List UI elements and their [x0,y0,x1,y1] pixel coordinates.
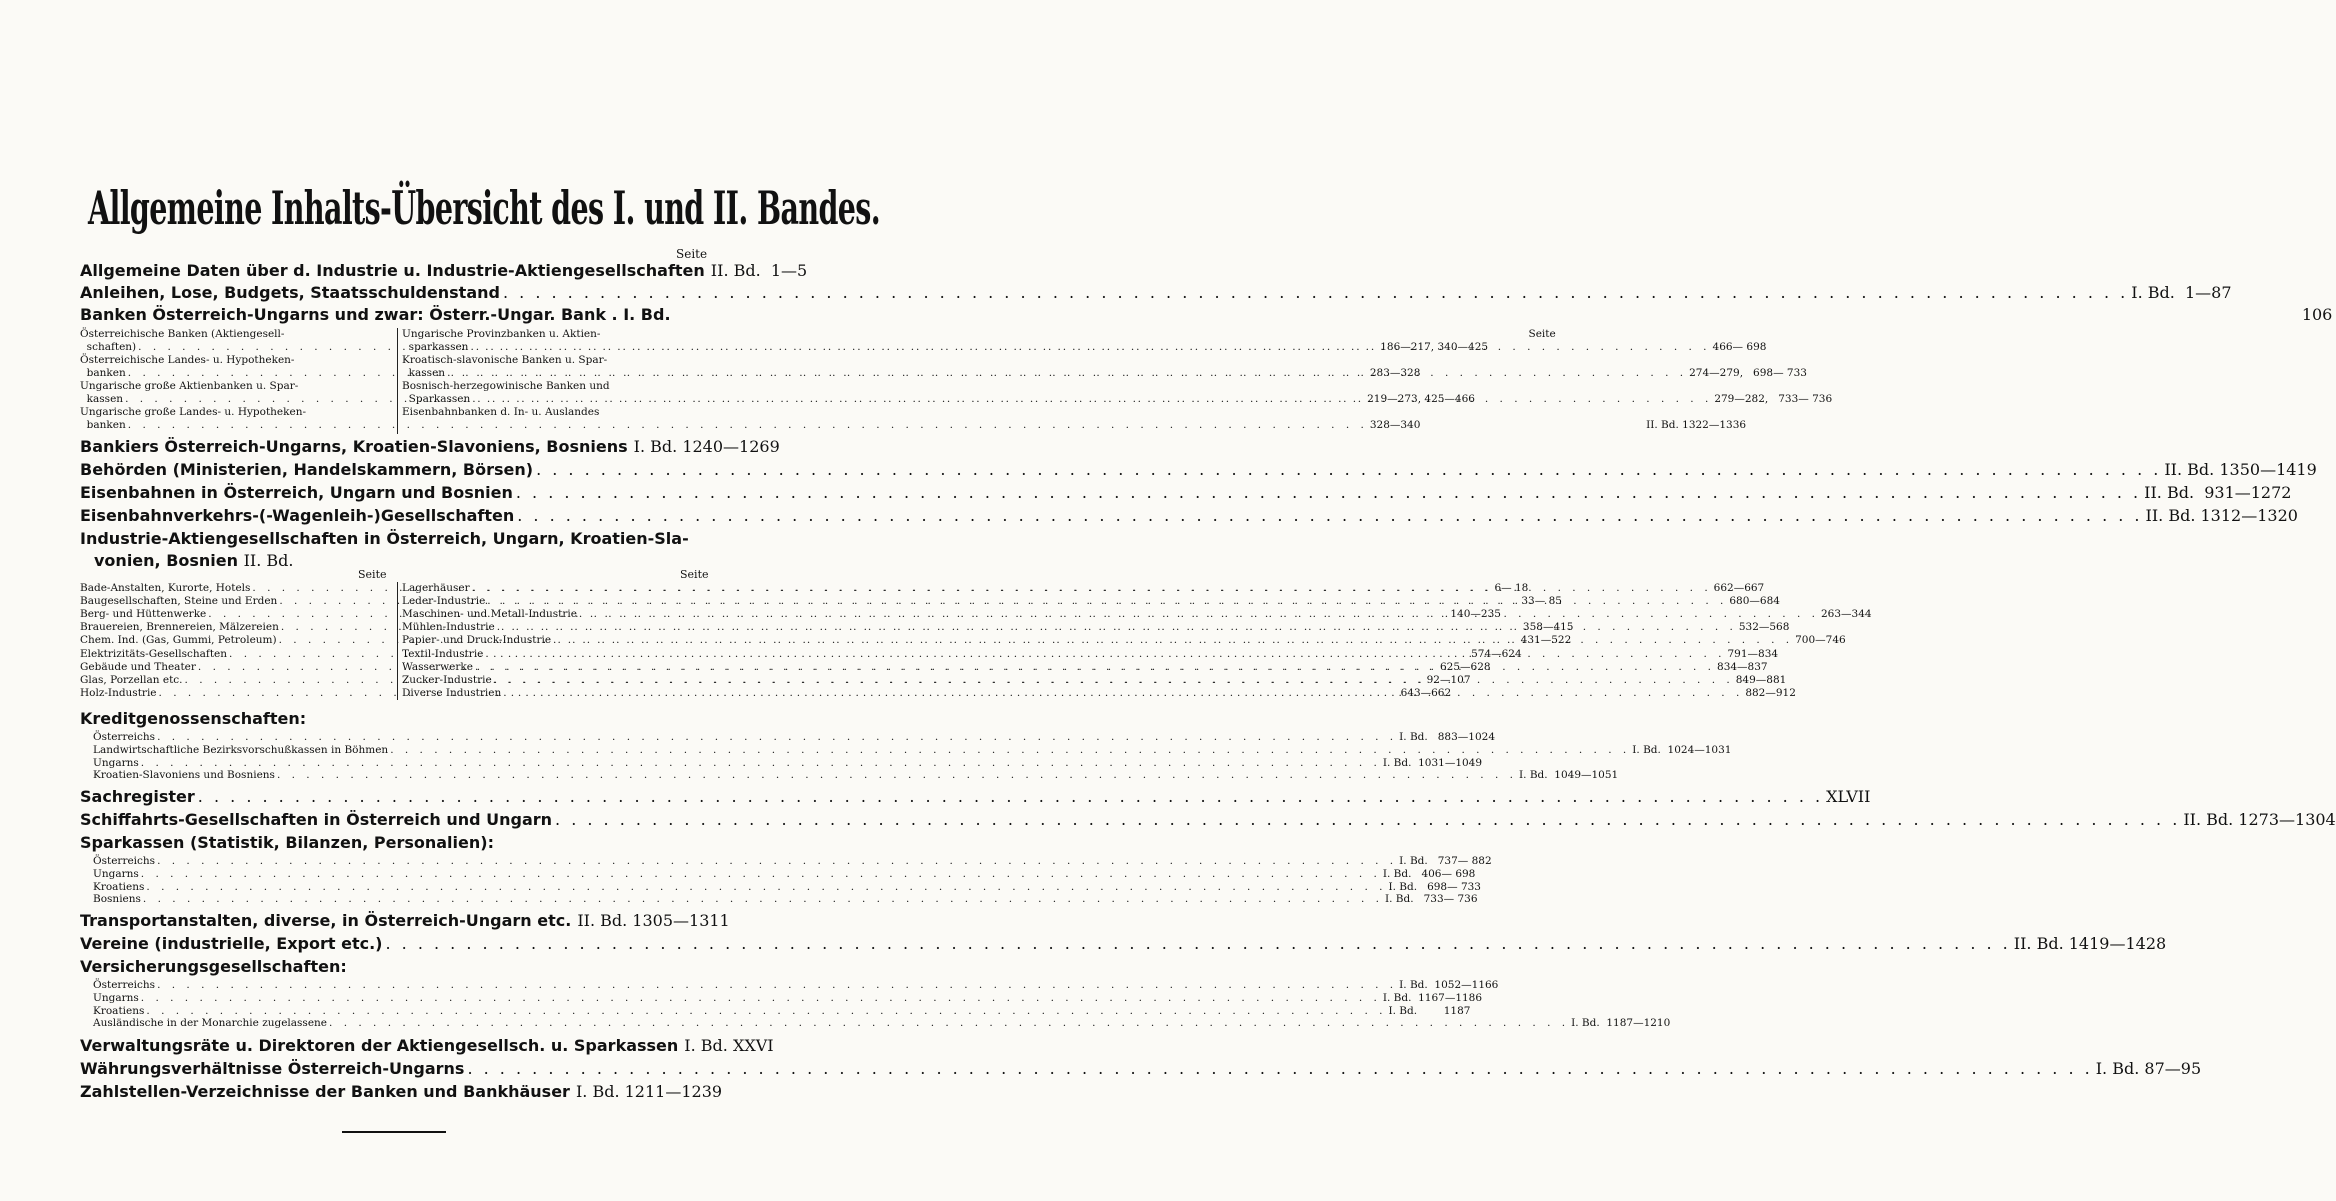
sub-entry-ref: 283—328 [1369,367,1421,379]
leader-dots [516,483,2141,503]
index-entry [80,1036,774,1056]
sub-entry-ref: 263—344 [1820,608,1872,621]
entry-label: Verwaltungsräte u. Direktoren der Aktiengesellsch. u. Sparkassen [80,1036,679,1055]
index-entry [80,1059,2202,1079]
leader-dots [472,393,1712,406]
industrie-heading-line2 [94,551,294,571]
sub-entry [93,743,1732,757]
entry-label: Anleihen, Lose, Budgets, Staatsschuldenstand [80,283,500,302]
seite-header: Seite [676,247,708,261]
sub-entry-ref: I. Bd. 1187—1210 [1571,1017,1671,1030]
entry-ref: I. Bd. 1—87 [2131,283,2232,302]
entry-label: Eisenbahnverkehrs-(-Wagenleih-)Gesellschaften [80,506,515,525]
entry-label: Transportanstalten, diverse, in Österreich-Ungarn etc. [80,911,572,930]
sub-entry-label: Chem. Ind. (Gas, Gummi, Petroleum) [80,634,277,647]
sub-entry-label: Ungarische große Landes- u. Hypotheken- [80,406,307,418]
sub-entry-ref: 140—235 [1450,608,1501,621]
leader-dots [141,868,1381,881]
entry-label: Vereine (industrielle, Export etc.) [80,934,383,953]
sub-entry-label: Österreichische Landes- u. Hypotheken- [80,354,295,366]
spark-heading: Sparkassen (Statistik, Bilanzen, Personalien): [80,833,494,852]
entry-ref: I. Bd. XXVI [684,1036,774,1055]
entry-ref: II. Bd. 1305—1311 [577,911,730,930]
index-entry [80,483,2292,503]
column-divider [397,582,398,700]
leader-dots [467,1059,2092,1079]
leader-dots [141,992,1381,1005]
leader-dots [555,810,2180,830]
sub-entry-ref: 643—662 [1400,686,1452,699]
leader-dots [390,744,1630,757]
leader-dots [497,621,1737,634]
sub-entry-label: Zucker-Industrie [402,673,492,686]
closing-rule [342,1131,446,1133]
sub-entry-ref: I. Bd. 406— 698 [1382,867,1476,880]
index-entry [80,460,2317,480]
sub-entry [93,756,1483,770]
sub-entry-ref: 574—624 [1471,647,1522,660]
sub-entry-label: Lagerhäuser [402,582,470,594]
sub-entry-label: Glas, Porzellan etc. [80,673,183,686]
sub-entry-label: Textil-Industrie [402,647,484,660]
leader-dots [536,460,2161,480]
leader-dots [470,341,1710,354]
sub-entry [402,406,714,419]
sub-entry-label: Ungarns [93,991,139,1004]
sub-entry-ref: Seite [1528,328,1556,340]
leader-dots [475,661,1715,674]
sub-entry-label: Ungarns [93,867,139,880]
sub-entry [93,1004,1471,1018]
sub-entry [93,731,1496,744]
sub-entry-label: schaften) [80,341,137,353]
entry-ref: II. Bd. 1—5 [710,261,808,280]
sub-entry-ref: 219—273, 425—466 [1367,393,1475,405]
sub-entry-ref: 431—522 [1520,634,1572,647]
leader-dots [157,731,1397,744]
sub-entry-ref: 662—667 [1713,582,1765,594]
sub-entry-label: Papier- und Druck-Industrie [402,634,552,647]
sub-entry [93,769,1619,782]
leader-dots [143,893,1383,906]
sub-entry-label: Kroatisch-slavonische Banken u. Spar- [402,354,608,366]
sub-entry-label: Bosnisch-herzegowinische Banken und [402,380,610,392]
entry-label: Bankiers Österreich-Ungarns, Kroatien-Slavoniens, Bosniens [80,437,628,456]
sub-entry-label: Gebäude und Theater [80,660,196,673]
versich-heading: Versicherungsgesellschaften: [80,957,347,976]
sub-entry-ref: I. Bd. 698— 733 [1388,880,1481,893]
entry-ref: XLVII [1826,787,1871,806]
sub-entry-label: kassen [402,367,446,379]
sub-entry-label: Kroatien-Slavoniens und Bosniens [93,769,275,782]
leader-dots [472,582,1712,595]
sub-entry-label: Maschinen- und Metall-Industrie [402,608,577,621]
sub-entry [80,354,390,367]
page-title: Allgemeine Inhalts-Übersicht des I. und II. Bandes. [88,181,881,235]
sub-entry-ref: I. Bd. 1187 [1388,1004,1471,1017]
sub-entry-label: Österreichs [93,731,156,743]
index-entry [80,911,730,931]
sub-entry-label: Ausländische in der Monarchie zugelassene [93,1017,328,1030]
sub-entry-label: Ungarns [93,756,139,769]
leader-dots [485,648,1725,661]
sub-entry-ref: 680—684 [1729,595,1780,608]
entry-ref: I. Bd. 1211—1239 [575,1082,723,1101]
leader-dots [503,687,1743,700]
sub-entry-ref: 186—217, 340—425 [1380,341,1489,353]
leader-dots [517,506,2142,526]
sub-entry [93,893,1478,906]
sub-entry-label: Kroatiens [93,1004,145,1017]
industrie-heading-line1: Industrie-Aktiengesellschaften in Österreich, Ungarn, Kroatien-Sla- [80,529,689,548]
sub-entry-ref: I. Bd. 733— 736 [1384,893,1478,906]
sub-entry-label: Diverse Industrien [402,686,502,699]
sub-entry-label: kassen [80,393,124,405]
sub-entry-ref: I. Bd. 1049—1051 [1519,769,1619,782]
leader-dots [329,1017,1569,1030]
sub-entry-ref: 700—746 [1795,634,1846,647]
sub-entry-label: sparkassen [402,341,469,353]
sub-entry-label: Bosniens [93,893,141,906]
sub-entry-ref: 33— 85 [1521,595,1562,608]
sub-entry-label: Österreichs [93,855,156,867]
sub-entry-label: Brauereien, Brennereien, Mälzereien [80,621,279,634]
sub-entry-label: Mühlen-Industrie [402,621,495,634]
sub-entry [402,354,714,367]
entry-label: Zahlstellen-Verzeichnisse der Banken und Bankhäuser [80,1082,570,1101]
sub-entry-label: banken [80,419,126,431]
sub-entry [80,406,390,419]
sub-entry-ref: II. Bd. 1322—1336 [1646,419,1747,431]
sub-entry-label: Landwirtschaftliche Bezirksvorschußkassen in Böhmen [93,743,389,756]
sub-entry-label: Ungarische Provinzbanken u. Aktien- [402,328,601,340]
entry-ref: II. Bd. 1273—1304 [2183,810,2336,829]
sub-entry-ref: 532—568 [1738,621,1790,634]
entry-label: Schiffahrts-Gesellschaften in Österreich und Ungarn [80,810,553,829]
sub-entry-ref: I. Bd. 1024—1031 [1632,743,1732,756]
sub-entry-label: Kroatiens [93,880,145,893]
sub-entry-label: Wasserwerke [402,660,473,673]
sub-entry-label: Österreichische Banken (Aktiengesell- [80,328,285,340]
sub-entry-ref: 358—415 [1522,621,1574,634]
sub-entry-ref: 279—282, 733— 736 [1714,393,1833,405]
leader-dots [157,979,1397,992]
index-entry [80,810,2336,830]
sub-entry-label: Leder-Industrie [402,595,486,608]
index-entry [80,283,2232,303]
sub-entry-ref: 274—279, 698— 733 [1689,367,1807,379]
leader-dots [157,855,1397,868]
leader-dots [494,674,1734,687]
sub-entry [93,867,1476,881]
leader-dots [141,757,1381,770]
sub-entry-label: Ungarische große Aktienbanken u. Spar- [80,380,299,392]
entry-ref: II. Bd. 1312—1320 [2145,506,2298,525]
index-entry [80,261,808,281]
leader-dots [503,283,2128,303]
sub-entry-ref: 92—107 [1426,673,1471,686]
sub-entry-label: Elektrizitäts-Gesellschaften [80,647,228,660]
sub-entry-label: Holz-Industrie [80,686,157,699]
entry-label: Behörden (Ministerien, Handelskammern, Börsen) [80,460,534,479]
entry-label: Banken Österreich-Ungarns und zwar: Österr.-Ungar. Bank . I. Bd. [80,305,671,324]
entry-ref: II. Bd. 1419—1428 [2013,934,2167,953]
sub-entry [93,991,1483,1005]
index-entry [80,506,2298,526]
leader-dots [277,769,1517,782]
sub-entry-ref: 882—912 [1745,686,1796,699]
sub-entry-ref: I. Bd. 1031—1049 [1382,756,1483,769]
sub-entry [402,328,714,341]
leader-dots [146,1005,1386,1018]
sub-entry [80,419,1421,432]
industrie-heading-bd: II. Bd. [243,551,294,570]
index-entry [80,787,1871,807]
leader-dots [553,634,1793,647]
sub-entry-label: Bade-Anstalten, Kurorte, Hotels [80,582,251,594]
sub-entry-ref: 849—881 [1735,673,1787,686]
sub-entry-ref: I. Bd. 737— 882 [1399,855,1492,867]
sub-entry-label: Sparkassen [402,393,471,405]
sub-entry-ref: I. Bd. 1052—1166 [1399,979,1499,991]
sub-entry-ref: 791—834 [1727,647,1779,660]
sub-entry-ref: 625—628 [1439,660,1491,673]
sub-entry [80,380,390,393]
sub-entry-ref: 328—340 [1369,419,1421,431]
entry-ref: I. Bd. 87—95 [2095,1059,2202,1078]
sub-entry [402,380,714,393]
industrie-seite-right: Seite [680,568,709,581]
leader-dots [385,934,2010,954]
leader-dots [146,881,1386,894]
leader-dots [579,608,1819,621]
index-entry [80,934,2167,954]
sub-entry-label: Berg- und Hüttenwerke [80,608,207,621]
entry-ref: II. Bd. 1350—1419 [2164,460,2317,479]
entry-label: Allgemeine Daten über d. Industrie u. Industrie-Aktiengesellschaften [80,261,705,280]
sub-entry [93,880,1481,894]
leader-dots [487,595,1727,608]
industrie-seite-left: Seite [358,568,387,581]
sub-entry-label: Eisenbahnbanken d. In- u. Auslandes [402,406,600,418]
sub-entry [93,979,1499,992]
sub-entry-label: banken [80,367,126,379]
entry-label: Währungsverhältnisse Österreich-Ungarns [80,1059,465,1078]
sub-entry [93,855,1492,868]
industrie-heading-text: vonien, Bosnien [94,551,239,570]
kredit-heading: Kreditgenossenschaften: [80,709,307,728]
sub-entry-label: Österreichs [93,979,156,991]
entry-label: Sachregister [80,787,195,806]
leader-dots [198,787,1823,807]
leader-dots [447,367,1687,380]
entry-ref: II. Bd. 931—1272 [2144,483,2292,502]
index-entry [80,1082,723,1102]
sub-entry [93,1017,1671,1030]
entry-label: Eisenbahnen in Österreich, Ungarn und Bosnien [80,483,513,502]
sub-entry-ref: 466— 698 [1712,341,1767,353]
index-entry [80,437,780,457]
entry-ref: I. Bd. 1240—1269 [633,437,780,456]
sub-entry-label: Baugesellschaften, Steine und Erden [80,595,278,608]
leader-dots [128,419,1368,432]
sub-entry-ref: I. Bd. 883—1024 [1399,731,1496,743]
sub-entry-ref: I. Bd. 1167—1186 [1382,991,1483,1004]
column-divider [397,328,398,434]
entry-ref: 106 [2301,305,2333,324]
sub-entry-ref: 834—837 [1717,660,1768,673]
index-entry [80,305,2333,325]
sub-entry-ref: 6— 18 [1494,582,1529,594]
